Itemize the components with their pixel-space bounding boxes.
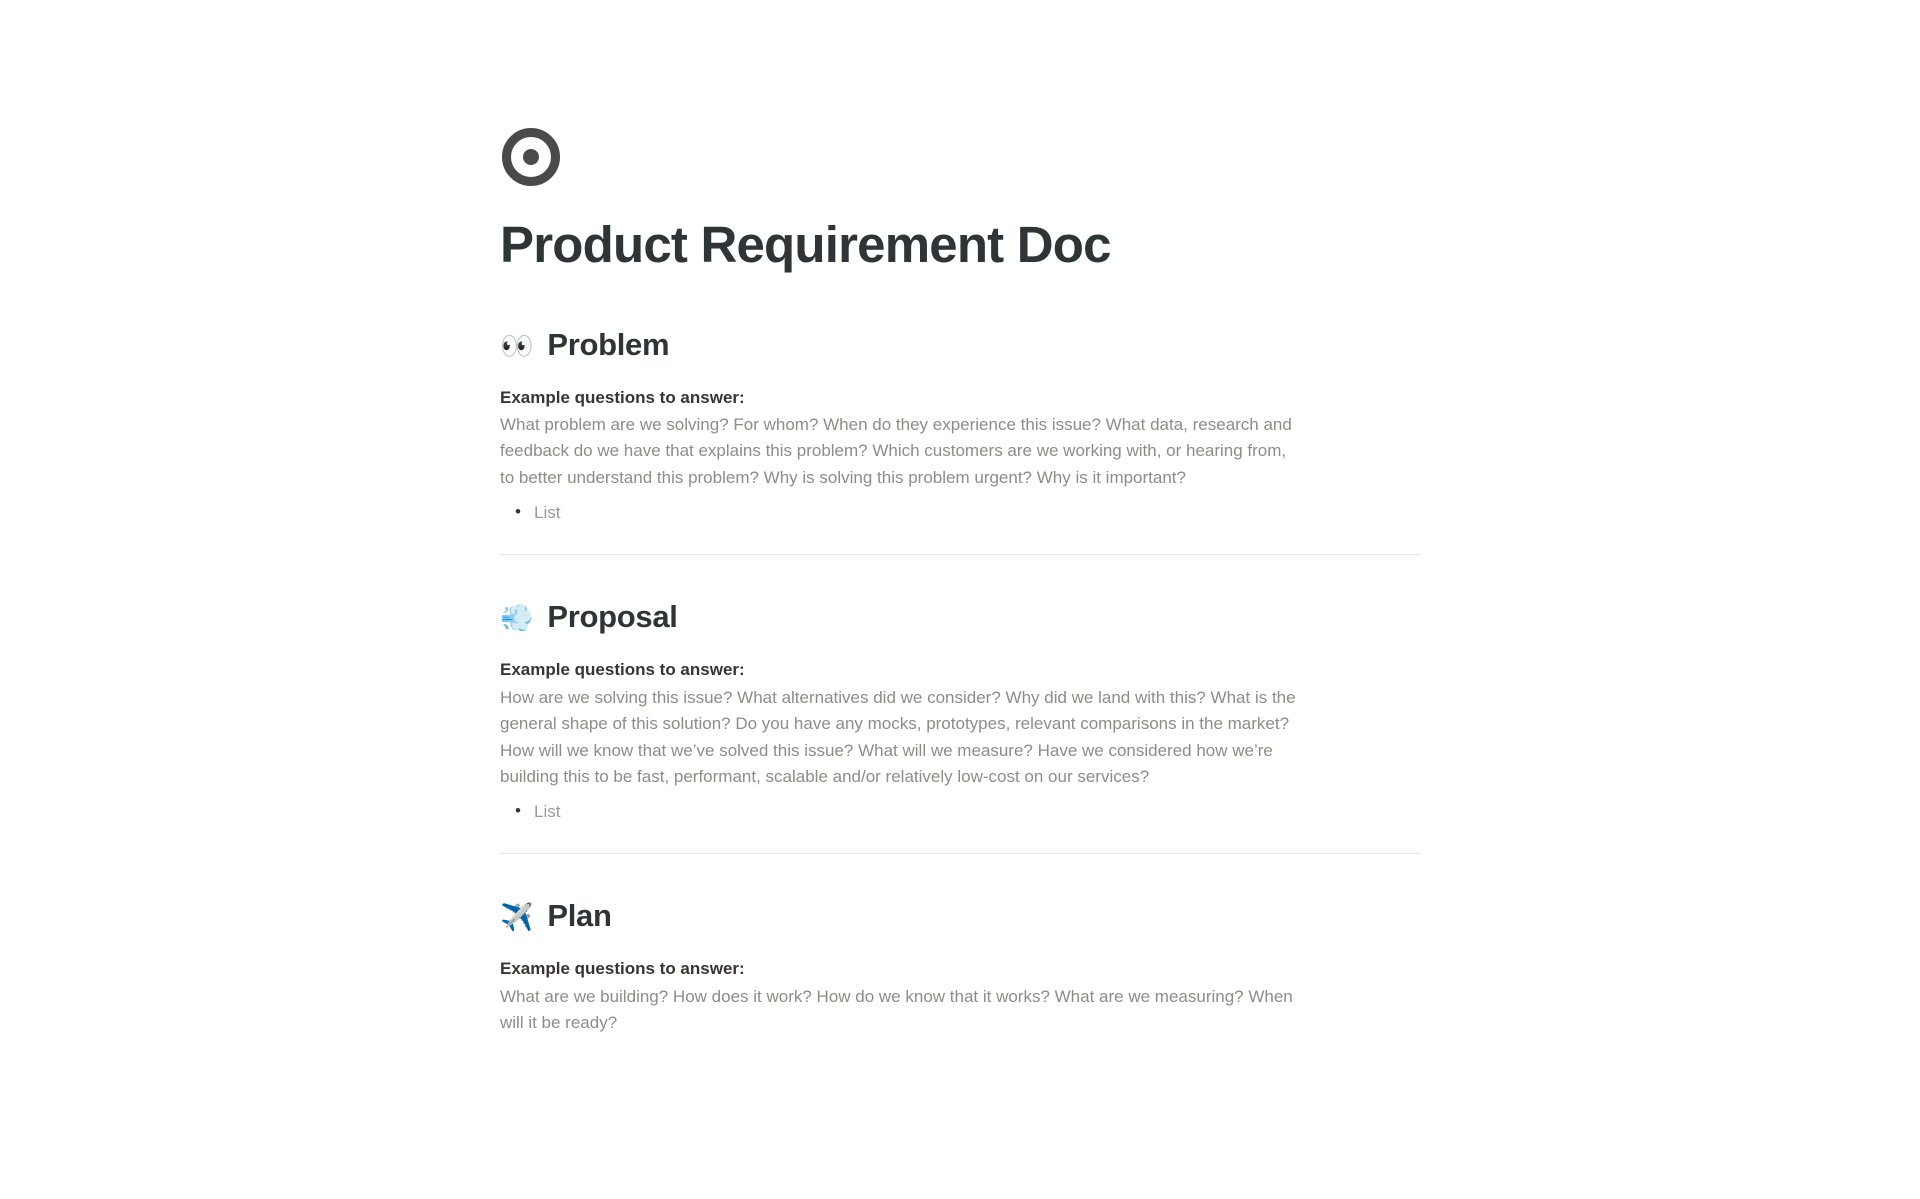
section-divider [500,853,1420,854]
bulleted-list [500,796,1420,827]
section-heading-proposal[interactable] [500,599,1420,635]
example-questions-label: Example questions to answer: [500,387,745,407]
example-questions-label: Example questions to answer: [500,660,745,680]
section-paragraph[interactable]: What are we building? How does it work? How do we know that it works? What are we measuring? When will it be ready? [500,986,1293,1033]
example-questions-label: Example questions to answer: [500,959,745,979]
section-divider [500,554,1420,555]
page-title[interactable]: Product Requirement Doc [500,216,1111,273]
section-proposal [500,599,1420,854]
document-body [500,0,1420,1037]
section-body-plan [500,956,1420,1036]
section-heading-text: Proposal [547,599,678,635]
target-icon[interactable] [502,128,560,186]
section-heading-text: Plan [547,898,612,934]
section-paragraph[interactable]: What problem are we solving? For whom? When do they experience this issue? What data, research and feedback do we have that explains this problem? Which customers are we working with, or hearing from, to better understand this problem? Why is solving this problem urgent? Why is it important? [500,415,1292,487]
section-heading-problem[interactable] [500,327,1420,363]
target-icon-inner-ring [517,143,545,171]
section-heading-text: Problem [547,326,670,362]
list-item[interactable]: • List [534,497,1420,528]
bulleted-list [500,497,1420,528]
section-heading-plan[interactable] [500,898,1420,934]
section-body-proposal [500,657,1420,827]
eyes-emoji: 👀 [500,330,534,361]
target-icon-center-dot [526,152,536,162]
section-plan [500,898,1420,1036]
section-body-problem [500,385,1420,529]
list-item[interactable]: • List [534,796,1420,827]
section-paragraph[interactable]: How are we solving this issue? What alternatives did we consider? Why did we land with this? What is the general shape of this solution? Do you have any mocks, prototypes, relevant comparisons in the market? How will we know that we’ve solved this issue? What will we measure? Have we considered how we’re building this to be fast, performant, scalable and/or relatively low-cost on our services? [500,687,1296,786]
section-problem [500,327,1420,556]
airplane-emoji: ✈️ [500,902,534,933]
thought-balloon-emoji: 💨 [500,603,534,634]
